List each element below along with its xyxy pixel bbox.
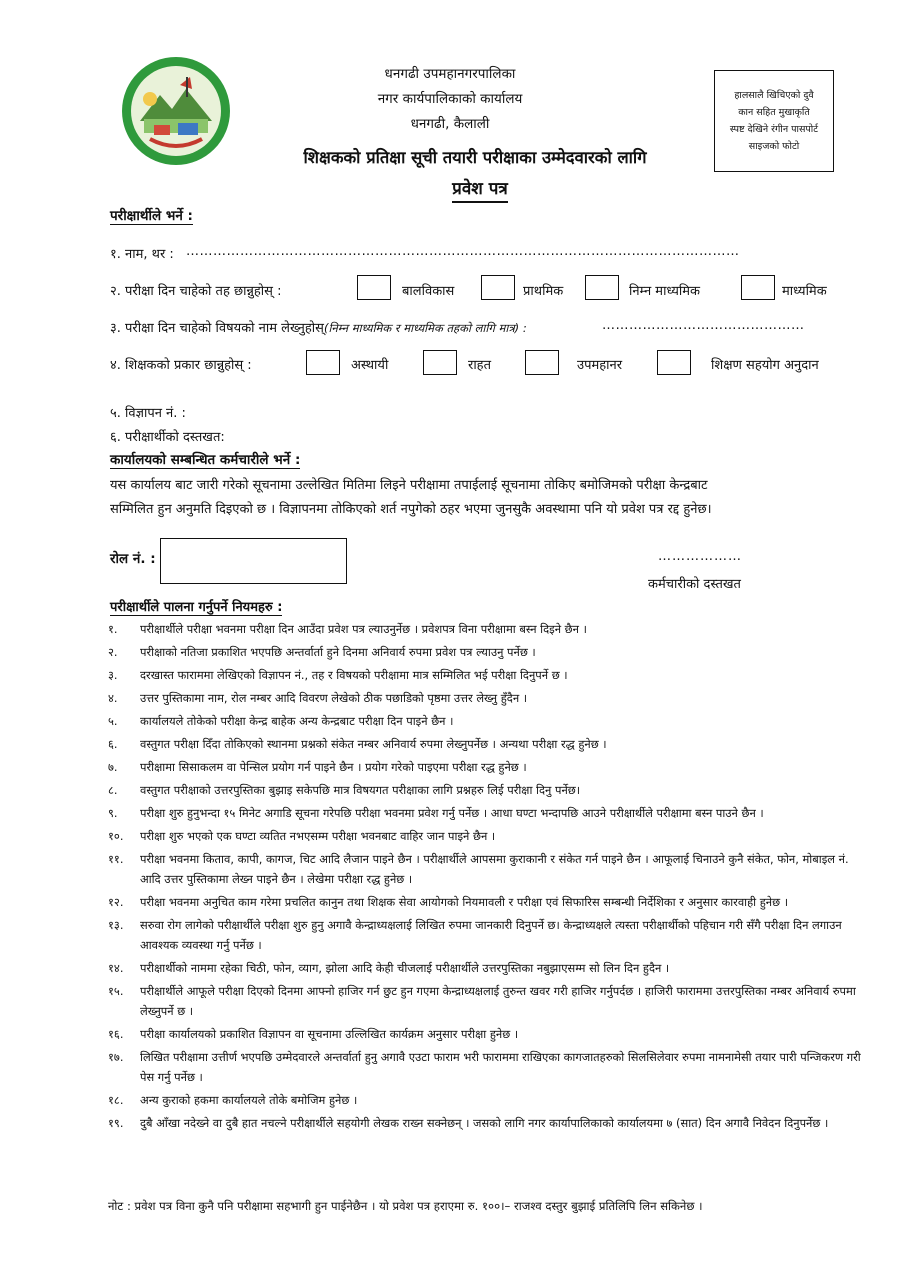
document-title: शिक्षकको प्रतिक्षा सूची तयारी परीक्षाका उम्मेदवारको लागि [303, 148, 647, 167]
rule-text: परीक्षामा सिसाकलम वा पेन्सिल प्रयोग गर्न पाइने छैन । प्रयोग गरेको पाइएमा परीक्षा रद्ध हुनेछ । [140, 760, 527, 774]
rule-number: १४. [108, 961, 124, 975]
rule-number: १०. [108, 829, 124, 843]
rule-text: परीक्षाको नतिजा प्रकाशित भएपछि अन्तर्वार्ता हुने दिनमा अनिवार्य रुपमा प्रवेश पत्र ल्याउनु पर्नेछ । [140, 645, 536, 659]
rule-number: ११. [108, 852, 124, 866]
level-option-label: निम्न माध्यमिक [629, 284, 701, 299]
rule-item [108, 849, 868, 889]
rule-text: लिखित परीक्षामा उत्तीर्ण भएपछि उम्मेदवारले अन्तर्वार्ता हुनु अगावै एउटा फाराम भरी फाराममा राखिएका कागजातहरुको सिलसिलेवार रुपमा नामनामेसी तयार पारी पन्जिकरण गरी पेस गर्नु पर्नेछ । [140, 1050, 861, 1084]
rule-number: १६. [108, 1027, 124, 1041]
rule-item [108, 734, 868, 754]
rule-item [108, 826, 868, 846]
rule-text: सरुवा रोग लागेको परीक्षार्थीले परीक्षा शुरु हुनु अगावै केन्द्राध्यक्षलाई लिखित रुपमा जानकारी दिनुपर्ने छ। केन्द्राध्यक्षले त्यस्ता परीक्षार्थीको पहिचान गरी सँगै परीक्षा दिन लगाउन आवश्यक व्यवस्था गर्नु पर्नेछ । [140, 918, 842, 952]
subject-field-label [110, 318, 527, 336]
level-checkbox-4[interactable] [741, 275, 775, 300]
rule-text: दुबै आँखा नदेख्ने वा दुबै हात नचल्ने परीक्षार्थीले सहयोगी लेखक राख्न सक्नेछन् । जसको लागि नगर कार्यापालिकाको कार्यालयमा ७ (सात) दिन अगावै निवेदन दिनुपर्नेछ । [140, 1116, 829, 1130]
rules-heading: परीक्षार्थीले पालना गर्नुपर्ने नियमहरु : [110, 600, 283, 615]
rule-number: ६. [108, 737, 118, 751]
rule-number: २. [108, 645, 118, 659]
rule-number: ५. [108, 714, 118, 728]
teacher-type-label: ४. शिक्षकको प्रकार छान्नुहोस् : [110, 358, 252, 373]
level-checkbox-2[interactable] [481, 275, 515, 300]
rule-item [108, 803, 868, 823]
rule-item [108, 958, 868, 978]
type-option-label: उपमहानर [577, 358, 623, 373]
subject-label-text: ३. परीक्षा दिन चाहेको विषयको नाम लेख्नुहोस् [110, 321, 324, 336]
rule-number: १८. [108, 1093, 124, 1107]
rule-text: परीक्षा भवनमा किताव, कापी, कागज, चिट आदि लैजान पाइने छैन । परीक्षार्थीले आपसमा कुराकानी र संकेत गर्न पाइने छैन । आफूलाई चिनाउने कुनै संकेत, फोन, मोबाइल नं. आदि उत्तर पुस्तिकामा लेख्न पाइने छैन । लेखेमा परीक्षा रद्ध हुनेछ । [140, 852, 849, 886]
municipality-name: धनगढी उपमहानगरपालिका [384, 66, 516, 82]
rule-item [108, 1090, 868, 1110]
office-name: नगर कार्यपालिकाको कार्यालय [377, 91, 523, 107]
rule-item [108, 619, 868, 639]
type-checkbox-3[interactable] [525, 350, 559, 375]
subject-label-note: (निम्न माध्यमिक र माध्यमिक तहको लागि मात्र) : [323, 321, 527, 335]
candidate-signature-label: ६. परीक्षार्थीको दस्तखत: [110, 430, 225, 445]
photo-note-line: कान सहित मुखाकृति [738, 107, 810, 118]
rule-text: परीक्षा कार्यालयको प्रकाशित विज्ञापन वा सूचनामा उल्लिखित कार्यक्रम अनुसार परीक्षा हुनेछ । [140, 1027, 519, 1041]
candidate-section-heading: परीक्षार्थीले भर्ने : [110, 208, 193, 224]
rule-item [108, 981, 868, 1021]
rule-item [108, 688, 868, 708]
level-select-label: २. परीक्षा दिन चाहेको तह छान्नुहोस् : [110, 284, 282, 299]
level-option-label: माध्यमिक [782, 284, 827, 299]
rule-number: ८. [108, 783, 118, 797]
rule-item [108, 1047, 868, 1087]
subject-field[interactable]: ……………………………………… [602, 318, 805, 333]
rule-number: ९. [108, 806, 118, 820]
rule-text: अन्य कुराको हकमा कार्यालयले तोके बमोजिम हुनेछ । [140, 1093, 358, 1107]
rule-number: १९. [108, 1116, 124, 1130]
rule-text: परीक्षार्थीले परीक्षा भवनमा परीक्षा दिन आउँदा प्रवेश पत्र ल्याउनुर्नेछ । प्रवेशपत्र विना परीक्षामा बस्न दिइने छैन । [140, 622, 587, 636]
office-location: धनगढी, कैलाली [410, 116, 490, 132]
rule-number: ७. [108, 760, 118, 774]
level-checkbox-3[interactable] [585, 275, 619, 300]
roll-number-box[interactable] [160, 538, 347, 584]
photo-placeholder-box[interactable] [714, 70, 834, 172]
rule-text: परीक्षार्थीको नाममा रहेका चिठी, फोन, व्याग, झोला आदि केही चीजलाई परीक्षार्थीले उत्तरपुस्तिका नबुझाएसम्म सो लिन दिन हुदैन । [140, 961, 670, 975]
rule-number: १३. [108, 918, 124, 932]
rule-text: कार्यालयले तोकेको परीक्षा केन्द्र बाहेक अन्य केन्द्रबाट परीक्षा दिन पाइने छैन । [140, 714, 454, 728]
rule-text: परीक्षा शुरु हुनुभन्दा १५ मिनेट अगाडि सूचना गरेपछि परीक्षा भवनमा प्रवेश गर्नु पर्नेछ । आधा घण्टा भन्दापछि आउने परीक्षार्थीले परीक्षामा बस्न पाउने छैन । [140, 806, 764, 820]
roll-number-label: रोल नं. : [110, 551, 156, 567]
rule-item [108, 1113, 868, 1133]
rule-text: वस्तुगत परीक्षाको उत्तरपुस्तिका बुझाइ सकेपछि मात्र विषयगत परीक्षाका लागि प्रश्नहरु लिई परीक्षा दिनु पर्नेछ। [140, 783, 581, 797]
rule-item [108, 780, 868, 800]
type-option-label: राहत [468, 358, 491, 373]
rules-list [108, 619, 868, 1136]
level-checkbox-1[interactable] [357, 275, 391, 300]
rule-number: ४. [108, 691, 118, 705]
rule-text: परीक्षा भवनमा अनुचित काम गरेमा प्रचलित कानुन तथा शिक्षक सेवा आयोगको नियमावली र परीक्षा एवं सिफारिस सम्बन्धी निर्देशिका र अनुसार कारवाही हुनेछ । [140, 895, 789, 909]
office-section-heading: कार्यालयको सम्बन्धित कर्मचारीले भर्ने : [110, 452, 301, 468]
staff-signature-line[interactable]: ……………… [658, 549, 742, 564]
rule-item [108, 665, 868, 685]
rule-number: १५. [108, 984, 124, 998]
type-checkbox-4[interactable] [657, 350, 691, 375]
level-option-label: प्राथमिक [523, 284, 564, 299]
rule-text: दरखास्त फाराममा लेखिएको विज्ञापन नं., तह र विषयको परीक्षामा मात्र सम्मिलित भई परीक्षा दिनुपर्ने छ । [140, 668, 568, 682]
photo-note-line: स्पष्ट देखिने रंगीन पासपोर्ट [729, 124, 819, 135]
advertisement-number-label: ५. विज्ञापन नं. : [110, 406, 186, 421]
name-field[interactable]: …………………………………………………………………………………………………………… [186, 244, 740, 259]
rule-text: उत्तर पुस्तिकामा नाम, रोल नम्बर आदि विवरण लेखेको ठीक पछाडिको पृष्ठमा उत्तर लेख्नु हुँदैन । [140, 691, 528, 705]
rule-item [108, 711, 868, 731]
permission-paragraph-line2: सम्मिलित हुन अनुमति दिइएको छ । विज्ञापनमा तोकिएको शर्त नपुगेको ठहर भएमा जुनसुकै अवस्थामा पनि यो प्रवेश पत्र रद्द हुनेछ। [110, 502, 712, 517]
rule-text: परीक्षा शुरु भएको एक घण्टा व्यतित नभएसम्म परीक्षा भवनबाट वाहिर जान पाइने छैन । [140, 829, 496, 843]
type-option-label: शिक्षण सहयोग अनुदान [711, 358, 819, 373]
rule-item [108, 892, 868, 912]
permission-paragraph-line1: यस कार्यालय बाट जारी गरेको सूचनामा उल्लेखित मितिमा लिइने परीक्षामा तपाईलाई सूचनामा तोकिए बमोजिमको परीक्षा केन्द्रबाट [110, 478, 708, 493]
photo-note-line: हालसालै खिचिएको दुवै [734, 90, 814, 101]
rule-number: ३. [108, 668, 118, 682]
rule-item [108, 642, 868, 662]
photo-note-line: साइजको फोटो [748, 141, 800, 152]
type-checkbox-1[interactable] [306, 350, 340, 375]
name-field-label: १. नाम, थर : [110, 247, 174, 262]
staff-signature-label: कर्मचारीको दस्तखत [648, 577, 741, 592]
rule-text: परीक्षार्थीले आफूले परीक्षा दिएको दिनमा आफ्नो हाजिर गर्न छुट हुन गएमा केन्द्राध्यक्षलाई तुरुन्त खवर गरी हाजिर गर्नुपर्दछ । हाजिरी फाराममा उत्तरपुस्तिका नम्बर अनिवार्य रुपमा लेख्नुपर्ने छ । [140, 984, 856, 1018]
rule-item [108, 1024, 868, 1044]
rule-item [108, 757, 868, 777]
rule-number: १२. [108, 895, 124, 909]
rule-item [108, 915, 868, 955]
type-option-label: अस्थायी [351, 358, 389, 373]
type-checkbox-2[interactable] [423, 350, 457, 375]
level-option-label: बालविकास [402, 284, 455, 299]
footer-note: नोट : प्रवेश पत्र विना कुनै पनि परीक्षामा सहभागी हुन पाईनेछैन । यो प्रवेश पत्र हराएमा रु. १००।– राजश्व दस्तुर बुझाई प्रतिलिपि लिन सकिनेछ । [108, 1199, 703, 1213]
rule-number: १७. [108, 1050, 124, 1064]
document-subtitle: प्रवेश पत्र [380, 176, 580, 199]
rule-number: १. [108, 622, 118, 636]
rule-text: वस्तुगत परीक्षा दिँदा तोकिएको स्थानमा प्रश्नको संकेत नम्बर अनिवार्य रुपमा लेख्नुपर्नेछ । अन्यथा परीक्षा रद्ध हुनेछ । [140, 737, 607, 751]
